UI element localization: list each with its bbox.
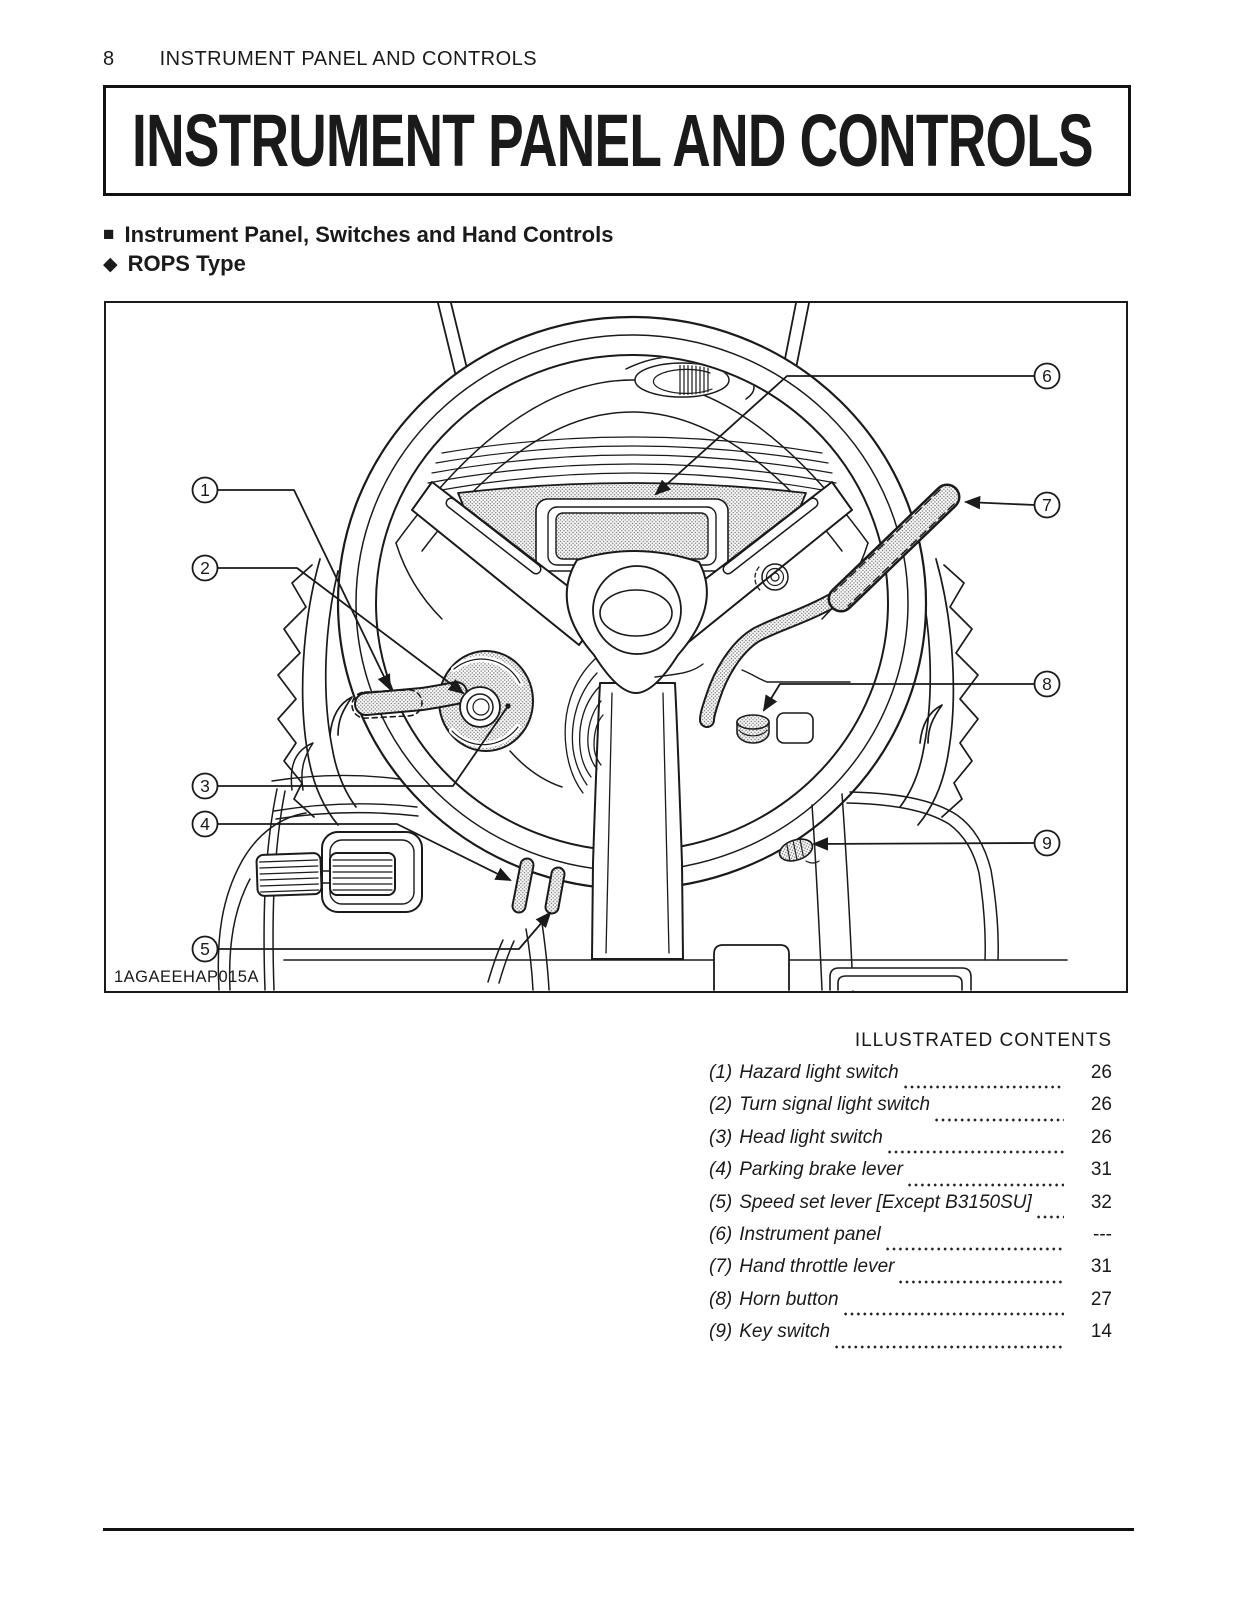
toc-row [709,1062,1112,1094]
subsection-heading [103,251,246,277]
callout-4: 4 [200,814,210,834]
toc-item-page: 14 [1090,1321,1112,1343]
figure-steering-diagram [104,301,1128,993]
toc-item-num: (5) [709,1191,733,1213]
dash-square-outline [777,713,813,743]
running-header [103,48,537,71]
toc-row [709,1127,1112,1159]
callout-1: 1 [200,480,210,500]
toc-row [709,1321,1112,1353]
toc-item-label: Key switch [739,1321,831,1343]
toc-item-page: 26 [1090,1126,1112,1148]
illustrated-contents [709,1030,1112,1354]
illustrated-contents-title: ILLUSTRATED CONTENTS [854,1030,1112,1051]
callout-6: 6 [1042,366,1052,386]
dot-leader [835,1344,1064,1350]
toc-item-num: (1) [709,1062,733,1083]
toc-item-label: Speed set lever [Except B3150SU] [739,1191,1032,1213]
toc-item-label: Turn signal light switch [739,1094,931,1116]
callout-5: 5 [200,939,210,959]
toc-item-num: (6) [709,1223,733,1245]
toc-item-page: --- [1093,1223,1112,1245]
brake-pedal-right [322,853,395,895]
toc-item-label: Head light switch [739,1126,883,1148]
toc-item-page: 31 [1090,1159,1112,1181]
brake-pedal-left [256,853,321,896]
speed-set-lever [552,874,558,907]
figure-code: 1AGAEEHAP015A [114,968,259,986]
parking-brake-lever [519,865,527,906]
toc-item-label: Parking brake lever [739,1159,903,1181]
toc-item-page: 26 [1090,1094,1112,1116]
toc-item-num: (9) [709,1321,733,1343]
callout-8: 8 [1042,674,1052,694]
toc-item-num: (7) [709,1256,733,1278]
callout-3: 3 [200,776,210,796]
dot-leader [1037,1214,1064,1220]
dot-leader [908,1182,1064,1188]
chapter-title: INSTRUMENT PANEL AND CONTROLS [132,99,1093,182]
bottom-right-panel [830,968,971,990]
toc-row [709,1192,1112,1224]
toc-item-page: 32 [1090,1191,1112,1213]
dot-leader [935,1117,1064,1123]
toc-item-num: (8) [709,1288,733,1310]
dot-leader [904,1084,1064,1090]
diamond-bullet-icon: ◆ [103,253,118,275]
dot-leader [844,1311,1064,1317]
bottom-center-boot [714,945,789,990]
callout-9: 9 [1042,833,1052,853]
footer-rule [103,1528,1134,1531]
toc-item-label: Instrument panel [739,1223,881,1245]
toc-item-label: Hazard light switch [739,1062,899,1083]
steering-diagram-svg [106,303,1126,991]
toc-item-num: (2) [709,1094,733,1116]
toc-item-page: 27 [1090,1288,1112,1310]
dot-leader [888,1149,1064,1155]
toc-row [709,1289,1112,1321]
toc-item-num: (3) [709,1126,733,1148]
subsection-heading-text: ROPS Type [127,251,246,276]
toc-item-page: 26 [1090,1062,1112,1083]
callout-7: 7 [1042,495,1052,515]
toc-row [709,1159,1112,1191]
toc-row [709,1256,1112,1288]
running-header-text: INSTRUMENT PANEL AND CONTROLS [159,48,538,70]
toc-item-label: Horn button [739,1288,839,1310]
toc-item-num: (4) [709,1159,733,1181]
toc-item-page: 31 [1090,1256,1112,1278]
page-number: 8 [103,48,115,70]
square-bullet-icon: ■ [103,224,115,245]
dot-leader [886,1246,1064,1252]
dot-leader [899,1279,1064,1285]
toc-row [709,1094,1112,1126]
section-heading [103,222,613,248]
chapter-title-box [103,85,1131,196]
section-heading-text: Instrument Panel, Switches and Hand Controls [124,222,614,247]
toc-item-label: Hand throttle lever [739,1256,895,1278]
toc-row [709,1224,1112,1256]
horn-button [737,715,769,743]
callout-2: 2 [200,558,210,578]
steering-column [592,683,683,959]
